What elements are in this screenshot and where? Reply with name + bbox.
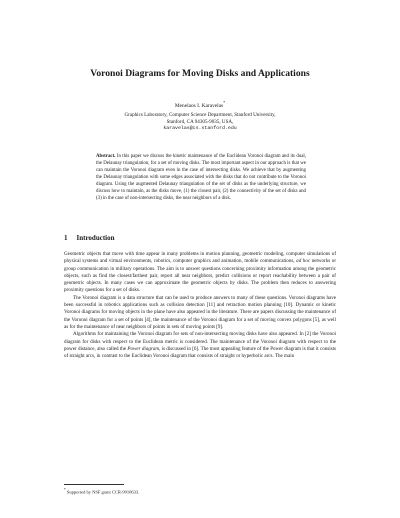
paragraph-3 <box>64 331 336 360</box>
section-heading <box>64 234 115 243</box>
footnote-rule <box>64 484 124 485</box>
paragraph-1-text-a: Geometric objects that move with time appear in many problems in motion planning, geometric modeling, computer simulations of physical systems and virtual environments, robotics, computer graphics and animation, mobile communications, <box>64 251 336 265</box>
paragraph-1-text-b: networks or group communication in military operations. The aim is to answer questions concerning proximity information among the geometric objects, such as find the closest/farthest pair, report all near neighbors, predict collisions or report reachability between a pair of geometric objects. In many cases we can approximate the geometric objects by disks. The problem then reduces to answering proximity questions for a set of disks. <box>64 258 337 294</box>
affiliation <box>40 112 360 133</box>
author-name: Menelaos I. Karavelas <box>174 102 224 109</box>
author-footnote-mark: * <box>223 100 226 105</box>
abstract-label: Abstract. <box>96 154 116 159</box>
footnote-text: Supported by NSF grant CCR-9910633. <box>66 489 140 495</box>
paper-title: Voronoi Diagrams for Moving Disks and Applications <box>90 68 310 79</box>
section-number: 1 <box>64 234 68 242</box>
affiliation-line-1: Graphics Laboratory, Computer Science Department, Stanford University, <box>124 112 276 118</box>
paragraph-3-text-b: , is discussed in [6]. The most appealing feature of the Power diagram is that it consists of straight arcs, in contrast to the Euclidean Voronoi diagram that consists of straight or hyperbolic arcs. The main <box>64 345 336 360</box>
footnote-mark: * <box>64 488 66 492</box>
abstract <box>96 154 306 203</box>
author-line <box>40 99 360 110</box>
paragraph-2: The Voronoi diagram is a data structure that can be used to produce answers to many of these questions. Voronoi diagrams have been successful in robotics applications such as collision detection [11] and retraction motion planning [10]. Dynamic or kinetic Voronoi diagrams for moving objects in the plane have also appeared in the literature. There are papers discussing the maintenance of the Voronoi diagram for a set of points [4], the maintenance of the Voronoi diagram for a set of moving convex polygons [5], as well as for the maintenance of near neighbors of points in sets of moving points [9]. <box>64 294 336 330</box>
paragraph-3-emphasis: Power diagram <box>127 345 159 352</box>
paragraph-1-emphasis: ad hoc <box>296 258 311 265</box>
paragraph-1 <box>64 251 336 295</box>
paragraph-3-text-a: Algorithms for maintaining the Voronoi diagram for sets of non-intersecting moving disks have also appeared. In [2] the Voronoi diagram for disks with respect to the Euclidean metric is considered. The maintenance of the Voronoi diagram with respect to the power distance, also called the <box>64 331 336 352</box>
abstract-text: In this paper we discuss the kinetic maintenance of the Euclidean Voronoi diagram and its dual, the Delaunay triangulation, for a set of moving disks. The most important aspect in our approach is that we can maintain the Voronoi diagram even in the case of intersecting disks. We achieve that by augmenting the Delaunay triangulation with some edges associated with the disks that do not contribute to the Voronoi diagram. Using the augmented Delaunay triangulation of the set of disks as the underlying structure, we discuss how to maintain, as the disks move, (1) the closest pair, (2) the connectivity of the set of disks and (3) in the case of non-intersecting disks, the near neighbors of a disk. <box>96 154 306 201</box>
section-title: Introduction <box>76 234 115 242</box>
author-email: karavelas@cs.stanford.edu <box>163 125 237 131</box>
affiliation-line-2: Stanford, CA 94305-9035, USA, <box>166 118 234 125</box>
footnote <box>64 487 139 496</box>
introduction-body <box>64 251 336 360</box>
